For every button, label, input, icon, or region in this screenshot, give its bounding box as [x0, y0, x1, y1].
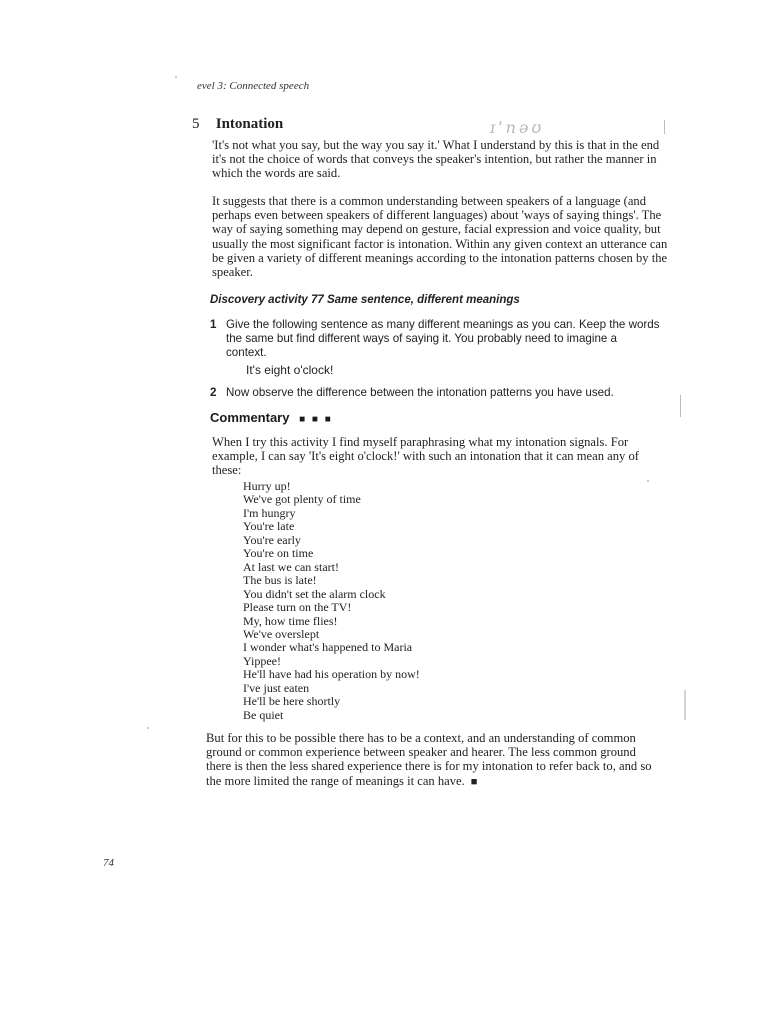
task-number: 2 [210, 386, 217, 399]
activity-task [210, 386, 660, 400]
section-number: 5 [192, 116, 200, 132]
meaning-item: My, how time flies! [243, 613, 338, 628]
meaning-list [243, 480, 420, 722]
scan-speck [647, 480, 649, 482]
example-sentence: It's eight o'clock! [246, 363, 334, 377]
scan-speck [664, 120, 665, 134]
meaning-item: Please turn on the TV! [243, 600, 352, 615]
meaning-item: We've got plenty of time [243, 492, 361, 507]
scan-speck [175, 76, 177, 78]
commentary-intro: When I try this activity I find myself paraphrasing what my intonation signals. For example, I can say 'It's eight o'clock!' with such an intonation that it can mean any of these: [212, 435, 639, 478]
task-number: 1 [210, 318, 217, 331]
meaning-item: Be quiet [243, 707, 284, 722]
meaning-item: At last we can start! [243, 559, 339, 574]
meaning-item: You're on time [243, 546, 314, 561]
meaning-item: I've just eaten [243, 680, 310, 695]
meaning-item: He'll have had his operation by now! [243, 667, 420, 682]
commentary-heading [210, 410, 333, 425]
meaning-item: Hurry up! [243, 479, 291, 493]
page-number: 74 [103, 857, 114, 869]
meaning-item: I wonder what's happened to Maria [243, 640, 413, 655]
end-mark: ■ [470, 775, 478, 788]
handwritten-annotation: ɪˈnəʊ [490, 118, 545, 137]
context-paragraph: It suggests that there is a common understanding between speakers of a language (and perhaps even between speakers of different languages) about 'ways of saying things'. The way of saying something may depend on gesture, facial expression and voice quality, but usually the most significant factor is intonation. Within any given context an utterance can be given a variety of different meanings according to the intonation patterns chosen by the speaker. [212, 194, 668, 280]
meaning-item: You didn't set the alarm clock [243, 586, 386, 601]
conclusion-paragraph [206, 731, 662, 789]
meaning-item: You're early [243, 532, 301, 547]
running-header: evel 3: Connected speech [197, 80, 310, 92]
meaning-item: Yippee! [243, 653, 281, 668]
activity-task [210, 318, 660, 360]
heading-squares: ■ ■ ■ [299, 414, 333, 425]
scan-speck [680, 395, 681, 417]
conclusion-text: But for this to be possible there has to be a context, and an understanding of common ground or common experience between speaker and hearer. The less common ground there is then the less shared experience there is for my intonation to refer back to, and so the more limited the range of meanings it can have. [206, 731, 652, 788]
activity-heading: Discovery activity 77 Same sentence, different meanings [210, 294, 520, 306]
scan-speck [147, 727, 149, 729]
task-text: Give the following sentence as many different meanings as you can. Keep the words the same but find different ways of saying it. You probably need to imagine a context. [226, 318, 660, 359]
meaning-item: We've overslept [243, 626, 320, 641]
meaning-item: The bus is late! [243, 573, 317, 588]
meaning-item: I'm hungry [243, 505, 296, 520]
scan-speck [684, 690, 686, 720]
commentary-title: Commentary [210, 410, 290, 425]
intro-paragraph: 'It's not what you say, but the way you say it.' What I understand by this is that in the end it's not the choice of words that conveys the speaker's intention, but rather the manner in which the words are said. [212, 138, 660, 181]
meaning-item: You're late [243, 519, 295, 534]
task-text: Now observe the difference between the intonation patterns you have used. [226, 386, 614, 399]
section-heading [192, 116, 283, 133]
section-title: Intonation [215, 116, 284, 132]
meaning-item: He'll be here shortly [243, 694, 341, 709]
